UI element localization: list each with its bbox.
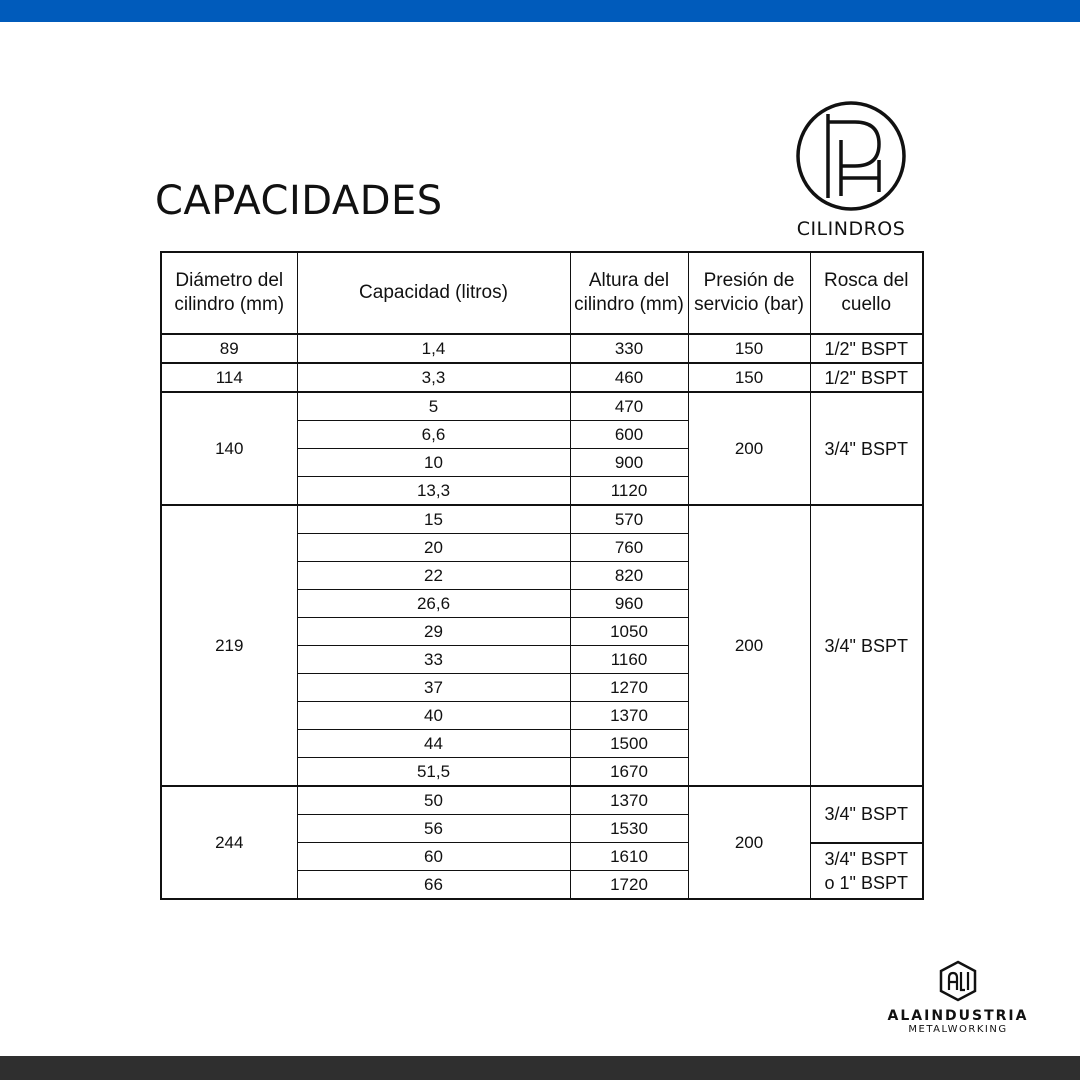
header-height: Altura del cilindro (mm) — [570, 252, 688, 334]
footer-brand-subtitle: METALWORKING — [908, 1024, 1008, 1035]
pressure-cell: 150 — [688, 363, 810, 392]
height-cell: 1670 — [570, 758, 688, 787]
brand-name: CILINDROS — [796, 218, 906, 240]
height-cell: 960 — [570, 590, 688, 618]
capacity-cell: 6,6 — [297, 421, 570, 449]
thread-cell: 3/4" BSPT — [810, 505, 923, 786]
table-row — [161, 363, 923, 392]
pressure-cell: 200 — [688, 505, 810, 786]
height-cell: 1370 — [570, 702, 688, 730]
height-cell: 1370 — [570, 786, 688, 815]
height-cell: 1720 — [570, 871, 688, 900]
alaindustria-logo — [868, 960, 1048, 1035]
height-cell: 460 — [570, 363, 688, 392]
capacity-cell: 44 — [297, 730, 570, 758]
capacity-cell: 5 — [297, 392, 570, 421]
header-capacity: Capacidad (litros) — [297, 252, 570, 334]
footer-brand-name: ALAINDUSTRIA — [887, 1008, 1029, 1024]
thread-cell: 1/2" BSPT — [810, 363, 923, 392]
page-title: CAPACIDADES — [155, 178, 443, 224]
thread-cell: 3/4" BSPT o 1" BSPT — [810, 843, 923, 900]
height-cell: 1500 — [570, 730, 688, 758]
capacity-cell: 26,6 — [297, 590, 570, 618]
height-cell: 330 — [570, 334, 688, 363]
capacity-cell: 1,4 — [297, 334, 570, 363]
height-cell: 1120 — [570, 477, 688, 506]
header-diameter: Diámetro del cilindro (mm) — [161, 252, 297, 334]
capacity-cell: 20 — [297, 534, 570, 562]
diameter-cell: 89 — [161, 334, 297, 363]
capacity-cell: 37 — [297, 674, 570, 702]
height-cell: 760 — [570, 534, 688, 562]
capacity-cell: 29 — [297, 618, 570, 646]
capacity-cell: 15 — [297, 505, 570, 534]
diameter-cell: 219 — [161, 505, 297, 786]
capacity-cell: 10 — [297, 449, 570, 477]
capacity-cell: 13,3 — [297, 477, 570, 506]
top-accent-bar — [0, 0, 1080, 22]
capacity-cell: 33 — [297, 646, 570, 674]
ph-cilindros-logo — [793, 100, 909, 245]
capacity-cell: 56 — [297, 815, 570, 843]
thread-cell: 3/4" BSPT — [810, 786, 923, 843]
thread-cell: 1/2" BSPT — [810, 334, 923, 363]
height-cell: 600 — [570, 421, 688, 449]
capacity-cell: 51,5 — [297, 758, 570, 787]
table-row — [161, 334, 923, 363]
height-cell: 470 — [570, 392, 688, 421]
table-row — [161, 392, 923, 421]
thread-cell: 3/4" BSPT — [810, 392, 923, 505]
pressure-cell: 150 — [688, 334, 810, 363]
pressure-cell: 200 — [688, 786, 810, 899]
capacity-cell: 40 — [297, 702, 570, 730]
height-cell: 820 — [570, 562, 688, 590]
table-row — [161, 505, 923, 534]
diameter-cell: 140 — [161, 392, 297, 505]
diameter-cell: 114 — [161, 363, 297, 392]
header-thread: Rosca del cuello — [810, 252, 923, 334]
ali-hexagon-icon — [938, 960, 978, 1002]
table-header-row — [161, 252, 923, 334]
height-cell: 570 — [570, 505, 688, 534]
capacity-table — [160, 251, 924, 900]
table-body — [161, 334, 923, 899]
capacity-cell: 66 — [297, 871, 570, 900]
height-cell: 1530 — [570, 815, 688, 843]
diameter-cell: 244 — [161, 786, 297, 899]
header-pressure: Presión de servicio (bar) — [688, 252, 810, 334]
height-cell: 1160 — [570, 646, 688, 674]
height-cell: 900 — [570, 449, 688, 477]
pressure-cell: 200 — [688, 392, 810, 505]
height-cell: 1050 — [570, 618, 688, 646]
bottom-accent-bar — [0, 1056, 1080, 1080]
capacity-cell: 22 — [297, 562, 570, 590]
ph-monogram-icon — [795, 100, 907, 212]
capacity-cell: 50 — [297, 786, 570, 815]
height-cell: 1270 — [570, 674, 688, 702]
table-row — [161, 786, 923, 815]
capacity-cell: 3,3 — [297, 363, 570, 392]
capacity-cell: 60 — [297, 843, 570, 871]
height-cell: 1610 — [570, 843, 688, 871]
